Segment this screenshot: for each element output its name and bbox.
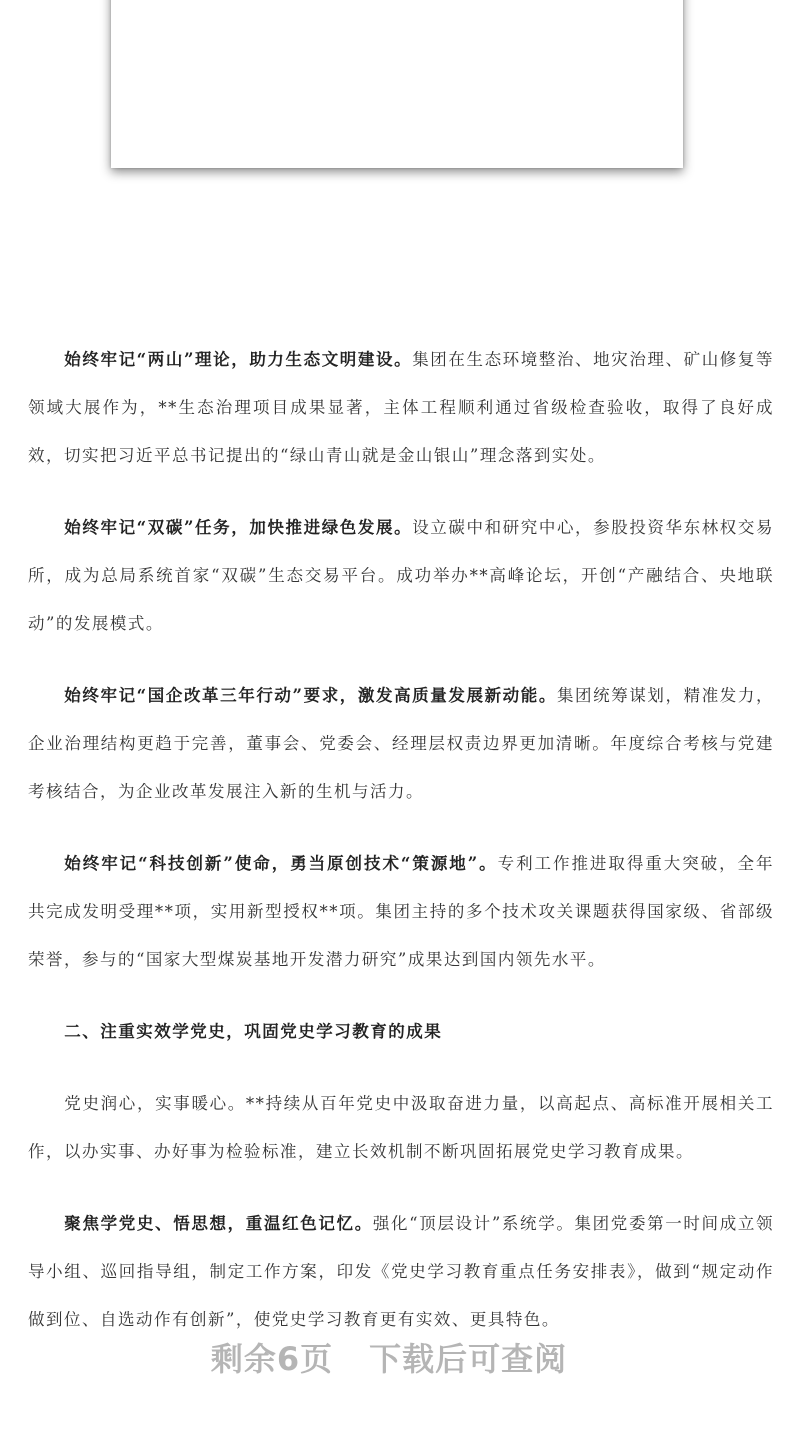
paragraph-dual-carbon: [28, 504, 774, 648]
paragraph-lead: 聚焦学党史、悟思想，重温红色记忆。: [64, 1214, 373, 1233]
paragraph-tech-innovation: [28, 840, 774, 984]
paragraph-lead: 始终牢记“两山”理论，助力生态文明建设。: [64, 350, 413, 369]
document-body: [28, 336, 774, 1368]
remaining-pages-label: 剩余6页: [210, 1340, 334, 1378]
paragraph-focus: [28, 1200, 774, 1344]
download-to-read-prompt[interactable]: [0, 1334, 778, 1380]
previous-page-sheet: [111, 0, 683, 168]
paragraph-text: 集团统筹谋划，精准发力，企业治理结构更趋于完善，董事会、党委会、经理层权责边界更加清晰。年度综合考核与党建考核结合，为企业改革发展注入新的生机与活力。: [28, 686, 775, 801]
paragraph-lead: 始终牢记“双碳”任务，加快推进绿色发展。: [64, 518, 413, 537]
paragraph-text: 设立碳中和研究中心，参股投资华东林权交易所，成为总局系统首家“双碳”生态交易平台。成功举办**高峰论坛，开创“产融结合、央地联动”的发展模式。: [28, 518, 774, 633]
paragraph-soe-reform: [28, 672, 774, 816]
paragraph-text: 强化“顶层设计”系统学。集团党委第一时间成立领导小组、巡回指导组，制定工作方案，印发《党史学习教育重点任务安排表》，做到“规定动作做到位、自选动作有创新”，使党史学习教育更有实效、更具特色。: [28, 1214, 775, 1329]
paragraph-lead: 始终牢记“国企改革三年行动”要求，激发高质量发展新动能。: [64, 686, 557, 705]
paragraph-intro: 党史润心，实事暖心。**持续从百年党史中汲取奋进力量，以高起点、高标准开展相关工作，以办实事、办好事为检验标准，建立长效机制不断巩固拓展党史学习教育成果。: [28, 1094, 774, 1161]
paragraph-two-mountains: [28, 336, 774, 480]
section-heading: 二、注重实效学党史，巩固党史学习教育的成果: [64, 1022, 443, 1041]
paragraph-text: 集团在生态环境整治、地灾治理、矿山修复等领域大展作为，**生态治理项目成果显著，主体工程顺利通过省级检查验收，取得了良好成效，切实把习近平总书记提出的“绿山青山就是金山银山”理念落到实处。: [28, 350, 774, 465]
download-action-label: 下载后可查阅: [369, 1340, 568, 1378]
paragraph-lead: 始终牢记“科技创新”使命，勇当原创技术“策源地”。: [64, 854, 498, 873]
paragraph-text: 专利工作推进取得重大突破，全年共完成发明受理**项，实用新型授权**项。集团主持的多个技术攻关课题获得国家级、省部级荣誉，参与的“国家大型煤炭基地开发潜力研究”成果达到国内领先水平。: [28, 854, 775, 969]
